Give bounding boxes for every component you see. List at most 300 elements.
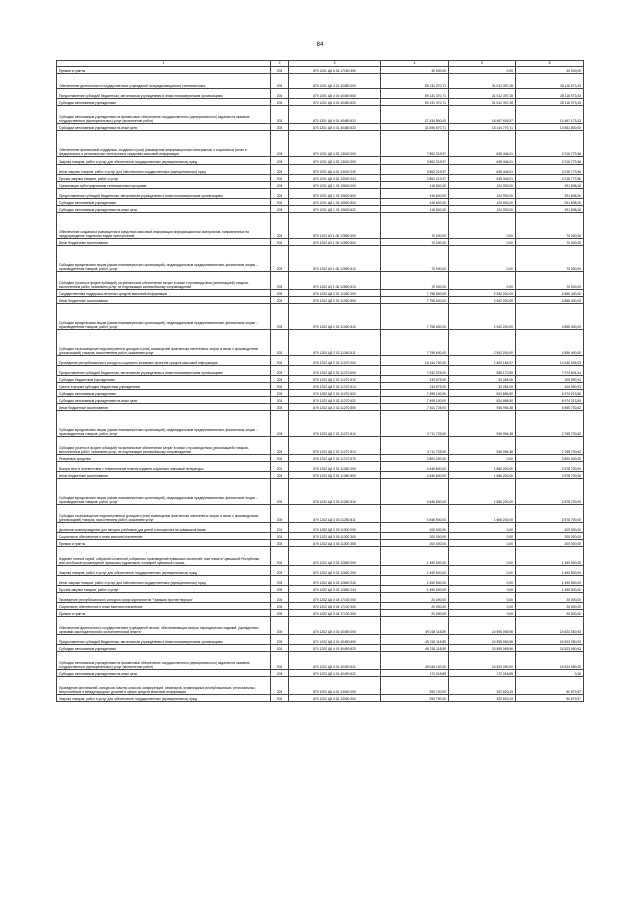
row-name: Организация субтитрирования телевизионных программ bbox=[57, 182, 271, 189]
admin-code: 203 bbox=[271, 652, 289, 670]
row-name: Прочая закупка товаров, работ и услуг bbox=[57, 586, 271, 593]
admin-code: 203 bbox=[271, 617, 289, 635]
approved-amount: 49 218 118,89 bbox=[381, 645, 449, 652]
approved-amount: 4 546 800,00 bbox=[381, 472, 449, 479]
table-row bbox=[57, 437, 584, 455]
unexecuted-amount: 100 590,91 bbox=[516, 383, 584, 390]
admin-code: 203 bbox=[271, 297, 289, 304]
table-row bbox=[57, 74, 584, 89]
executed-amount: 124 992,00 bbox=[449, 199, 516, 206]
unexecuted-amount: 20 000,00 bbox=[516, 610, 584, 617]
approved-amount: 70 000,00 bbox=[381, 213, 449, 239]
executed-amount: 24 595 069,96 bbox=[449, 645, 516, 652]
page-number: 84 bbox=[316, 42, 324, 48]
executed-amount: 172 018,89 bbox=[449, 670, 516, 677]
table-row bbox=[57, 404, 584, 411]
budget-classification-code: 870 1202 Ц8 2 02 11270 610 bbox=[289, 376, 381, 383]
admin-code: 203 bbox=[271, 610, 289, 617]
row-name: Субсидии автономным учреждениям на иные цели bbox=[57, 670, 271, 677]
row-name: Субсидии автономным учреждениям на финансовое обеспечение государственного (муниципального) задания на оказание государственных (муниципальных) услуг (выполнение работ) bbox=[57, 652, 271, 670]
executed-amount: 31 012 397,28 bbox=[449, 74, 516, 89]
row-name: Субсидии юридическим лицам (кроме некоммерческих организаций), индивидуальным предпринимателям, физическим лицам – производителям товаров, работ, услуг bbox=[57, 304, 271, 330]
unexecuted-amount: 24 523 050,00 bbox=[516, 652, 584, 670]
budget-classification-code: 870 1202 Ц8 2 02 11260 810 bbox=[289, 304, 381, 330]
unexecuted-amount: 2 878 700,00 bbox=[516, 479, 584, 505]
unexecuted-amount: 6 565 730,62 bbox=[516, 404, 584, 411]
approved-amount: 172 018,89 bbox=[381, 670, 449, 677]
budget-classification-code: 870 1202 А3 1 06 12590 800 bbox=[289, 239, 381, 246]
admin-code: 203 bbox=[271, 124, 289, 131]
budget-classification-code: 870 1202 Ц8 4 02 13050 000 bbox=[289, 677, 381, 695]
executed-amount: 2 942 200,00 bbox=[449, 297, 516, 304]
approved-amount: 200 000,00 bbox=[381, 523, 449, 533]
budget-classification-code: 870 1201 Ц8 4 02 13040 200 bbox=[289, 157, 381, 165]
approved-amount: 7 499 100,00 bbox=[381, 397, 449, 404]
admin-code: 203 bbox=[271, 199, 289, 206]
table-row bbox=[57, 479, 584, 505]
approved-amount: 7 798 500,00 bbox=[381, 290, 449, 297]
unexecuted-amount: 3 216 773,96 bbox=[516, 175, 584, 182]
column-number-1: 1 bbox=[57, 61, 271, 67]
approved-amount: 59 131 370,71 bbox=[381, 89, 449, 99]
unexecuted-amount: 291 608,00 bbox=[516, 182, 584, 189]
approved-amount: 27 434 800,00 bbox=[381, 106, 449, 124]
row-name: Иные бюджетные ассигнования bbox=[57, 472, 271, 479]
unexecuted-amount: 28 118 973,43 bbox=[516, 89, 584, 99]
row-name: Денежное вознаграждение для авторов учебников для детей и юношества на чувашском языке bbox=[57, 523, 271, 533]
budget-classification-code: 870 1201 Ц8 4 02 13040 244 bbox=[289, 175, 381, 182]
budget-classification-code: 870 1202 Ц8 3 03 11300 300 bbox=[289, 533, 381, 540]
admin-code: 203 bbox=[271, 533, 289, 540]
unexecuted-amount: 3 216 773,96 bbox=[516, 157, 584, 165]
executed-amount: 0,00 bbox=[449, 533, 516, 540]
row-name: Субсидии бюджетным учреждениям bbox=[57, 376, 271, 383]
admin-code: 203 bbox=[271, 290, 289, 297]
budget-classification-code: 870 1202 Ц8 3 04 17130 350 bbox=[289, 610, 381, 617]
approved-amount: 70 000,00 bbox=[381, 272, 449, 290]
table-row bbox=[57, 523, 584, 533]
table-row bbox=[57, 540, 584, 547]
budget-classification-code: 870 1202 А3 1 06 12590 000 bbox=[289, 213, 381, 239]
table-row bbox=[57, 67, 584, 74]
approved-amount: 1 490 500,00 bbox=[381, 586, 449, 593]
row-name: Субсидии автономным учреждениям на финансовое обеспечение государственного (муниципального) задания на оказание государственных (муниципальных) услуг (выполнение работ) bbox=[57, 106, 271, 124]
table-row bbox=[57, 586, 584, 593]
approved-amount: 7 632 975,00 bbox=[381, 366, 449, 376]
unexecuted-amount: 50 879,57 bbox=[516, 677, 584, 695]
row-name: Закупка товаров, работ и услуг для обеспечения государственных (муниципальных) нужд bbox=[57, 157, 271, 165]
admin-code: 203 bbox=[271, 397, 289, 404]
budget-classification-code: 870 1202 Ц8 3 03 11280 811 bbox=[289, 505, 381, 523]
row-name: Проведение республиканского конкурса среди журналистов "Чувашия против террора" bbox=[57, 593, 271, 603]
approved-amount: 49 218 118,89 bbox=[381, 617, 449, 635]
approved-amount: 70 000,00 bbox=[381, 246, 449, 272]
unexecuted-amount: 4 856 400,00 bbox=[516, 304, 584, 330]
row-name: Обеспечение финансовой поддержки, создания и (или) размещения информационных материалов о социальных ролях в федеральных и региональных электронных средствах массовой информации bbox=[57, 131, 271, 157]
budget-classification-code: 870 1202 Ц8 2 02 11270 613 bbox=[289, 383, 381, 390]
table-row bbox=[57, 182, 584, 189]
row-name: Иные закупки товаров, работ и услуг для обеспечения государственных (муниципальных) нужд bbox=[57, 165, 271, 175]
row-name: Обеспечение деятельности государственных учреждений печати, обеспечивающих выпуск периодических изданий, учрежденных органами законодательной и исполнительной власти bbox=[57, 617, 271, 635]
budget-classification-code: 870 1202 Ц8 3 01 11280 800 bbox=[289, 472, 381, 479]
admin-code: 203 bbox=[271, 695, 289, 702]
unexecuted-amount: 1 490 500,00 bbox=[516, 586, 584, 593]
budget-classification-code: 870 1202 Ц8 3 03 12660 200 bbox=[289, 566, 381, 576]
admin-code: 203 bbox=[271, 74, 289, 89]
budget-classification-code: 870 1202 Ц8 2 02 11270 620 bbox=[289, 390, 381, 397]
row-name: Субсидии (гранты в форме субсидий) на финансовое обеспечение затрат в связи с производством (реализацией) товаров, выполнением работ, оказанием услуг, не подлежащие казначейскому сопровождению bbox=[57, 437, 271, 455]
row-name: Закупка товаров, работ и услуг для обеспечения государственных (муниципальных) нужд bbox=[57, 695, 271, 702]
budget-classification-code: 870 1202 Ц8 3 01 11280 000 bbox=[289, 462, 381, 472]
table-body bbox=[57, 67, 584, 702]
approved-amount: 59 131 370,71 bbox=[381, 99, 449, 106]
unexecuted-amount: 30 000,00 bbox=[516, 67, 584, 74]
unexecuted-amount: 2 878 700,00 bbox=[516, 472, 584, 479]
column-number-2: 2 bbox=[271, 61, 289, 67]
admin-code: 203 bbox=[271, 157, 289, 165]
row-name: Субсидии юридическим лицам (кроме некоммерческих организаций), индивидуальным предпринимателям, физическим лицам – производителям товаров, работ, услуг bbox=[57, 246, 271, 272]
unexecuted-amount: 291 608,00 bbox=[516, 189, 584, 199]
budget-classification-code: 870 1201 Ц8 3 04 17150 350 bbox=[289, 67, 381, 74]
unexecuted-amount: 14 467 173,43 bbox=[516, 106, 584, 124]
approved-amount: 416 600,00 bbox=[381, 189, 449, 199]
budget-classification-code: 870 1201 Ц8 4 02 13040 000 bbox=[289, 131, 381, 157]
admin-code: 203 bbox=[271, 189, 289, 199]
table-row bbox=[57, 356, 584, 366]
row-name: Предоставление субсидий бюджетным, автономным учреждениям и иным некоммерческим организациям bbox=[57, 366, 271, 376]
column-number-6: 6 bbox=[516, 61, 584, 67]
approved-amount: 70 000,00 bbox=[381, 239, 449, 246]
unexecuted-amount: 200 000,00 bbox=[516, 533, 584, 540]
budget-classification-code: 870 1201 Ц8 4 01 40480 600 bbox=[289, 89, 381, 99]
executed-amount: 0,00 bbox=[449, 455, 516, 462]
row-name: Субсидии автономным учреждениям на иные цели bbox=[57, 124, 271, 131]
table-row bbox=[57, 566, 584, 576]
admin-code: 203 bbox=[271, 376, 289, 383]
executed-amount: 0,00 bbox=[449, 547, 516, 566]
executed-amount: 0,00 bbox=[449, 246, 516, 272]
executed-amount: 1 666 200,00 bbox=[449, 462, 516, 472]
executed-amount: 31 012 397,28 bbox=[449, 99, 516, 106]
table-row bbox=[57, 397, 584, 404]
executed-amount: 645 446,01 bbox=[449, 175, 516, 182]
unexecuted-amount: 291 608,00 bbox=[516, 199, 584, 206]
row-name: Премии и гранты bbox=[57, 610, 271, 617]
budget-execution-table bbox=[56, 60, 584, 702]
unexecuted-amount: 13 640 535,03 bbox=[516, 356, 584, 366]
admin-code: 201 bbox=[271, 523, 289, 533]
row-name: Резервные средства bbox=[57, 455, 271, 462]
unexecuted-amount: 24 523 050,93 bbox=[516, 635, 584, 645]
approved-amount: 20 000,00 bbox=[381, 610, 449, 617]
table-row bbox=[57, 383, 584, 390]
row-name: Субсидии автономным учреждениям bbox=[57, 199, 271, 206]
admin-code: 203 bbox=[271, 213, 289, 239]
unexecuted-amount: 3 800 000,00 bbox=[516, 455, 584, 462]
approved-amount: 3 862 219,97 bbox=[381, 175, 449, 182]
unexecuted-amount: 70 000,00 bbox=[516, 272, 584, 290]
executed-amount: 645 446,01 bbox=[449, 165, 516, 175]
approved-amount: 7 499 100,00 bbox=[381, 390, 449, 397]
executed-amount: 16 467 626,57 bbox=[449, 106, 516, 124]
executed-amount: 0,00 bbox=[449, 586, 516, 593]
admin-code: 203 bbox=[271, 131, 289, 157]
column-number-3: 3 bbox=[289, 61, 381, 67]
table-row bbox=[57, 645, 584, 652]
row-name: Предоставление субсидий бюджетным, автономным учреждениям и иным некоммерческим организациям bbox=[57, 635, 271, 645]
column-number-4: 4 bbox=[381, 61, 449, 67]
budget-classification-code: 870 1202 А3 1 06 12590 810 bbox=[289, 246, 381, 272]
table-row bbox=[57, 272, 584, 290]
unexecuted-amount: 4 856 400,00 bbox=[516, 290, 584, 297]
budget-classification-code: 870 1202 Ц8 4 01 40490 000 bbox=[289, 617, 381, 635]
table-row bbox=[57, 189, 584, 199]
admin-code: 203 bbox=[271, 390, 289, 397]
approved-amount: 7 798 600,00 bbox=[381, 330, 449, 356]
unexecuted-amount: 0,00 bbox=[516, 670, 584, 677]
table-row bbox=[57, 157, 584, 165]
unexecuted-amount: 28 118 973,43 bbox=[516, 99, 584, 106]
approved-amount: 200 000,00 bbox=[381, 540, 449, 547]
admin-code: 203 bbox=[271, 472, 289, 479]
table-row bbox=[57, 99, 584, 106]
table-row bbox=[57, 246, 584, 272]
approved-amount: 49 218 118,89 bbox=[381, 635, 449, 645]
executed-amount: 33 284,09 bbox=[449, 383, 516, 390]
admin-code: 203 bbox=[271, 677, 289, 695]
budget-classification-code: 870 1202 Ц8 3 04 17130 300 bbox=[289, 603, 381, 610]
approved-amount: 1 490 500,00 bbox=[381, 576, 449, 586]
table-row bbox=[57, 376, 584, 383]
executed-amount: 1 504 164,97 bbox=[449, 356, 516, 366]
table-row bbox=[57, 547, 584, 566]
admin-code: 203 bbox=[271, 67, 289, 74]
row-name: Премии и гранты bbox=[57, 540, 271, 547]
table-row bbox=[57, 635, 584, 645]
approved-amount: 31 696 570,71 bbox=[381, 124, 449, 131]
table-row bbox=[57, 593, 584, 603]
budget-classification-code: 870 1202 Ц8 2 02 11270 800 bbox=[289, 404, 381, 411]
table-row bbox=[57, 124, 584, 131]
executed-amount: 524 886,50 bbox=[449, 390, 516, 397]
admin-code: 203 bbox=[271, 635, 289, 645]
admin-code: 203 bbox=[271, 505, 289, 523]
admin-code: 203 bbox=[271, 175, 289, 182]
approved-amount: 4 546 800,00 bbox=[381, 462, 449, 472]
row-name: Субсидии юридическим лицам (кроме некоммерческих организаций), индивидуальным предпринимателям, физическим лицам – производителям товаров, работ, услуг bbox=[57, 411, 271, 437]
approved-amount: 3 862 219,97 bbox=[381, 165, 449, 175]
budget-classification-code: 870 1202 Ц8 3 03 11300 000 bbox=[289, 523, 381, 533]
executed-amount: 24 595 069,96 bbox=[449, 635, 516, 645]
executed-amount: 1 666 200,00 bbox=[449, 505, 516, 523]
table-row bbox=[57, 455, 584, 462]
executed-amount: 202 820,43 bbox=[449, 695, 516, 702]
unexecuted-amount: 7 074 804,41 bbox=[516, 366, 584, 376]
budget-classification-code: 870 1202 Ц8 3 03 12660 240 bbox=[289, 576, 381, 586]
budget-classification-code: 870 1202 Ц8 3 03 11300 350 bbox=[289, 540, 381, 547]
executed-amount: 945 994,38 bbox=[449, 437, 516, 455]
column-number-5: 5 bbox=[449, 61, 516, 67]
table-row bbox=[57, 603, 584, 610]
table-row bbox=[57, 175, 584, 182]
approved-amount: 133 875,00 bbox=[381, 383, 449, 390]
admin-code: 203 bbox=[271, 586, 289, 593]
unexecuted-amount: 2 878 700,00 bbox=[516, 462, 584, 472]
approved-amount: 1 490 500,00 bbox=[381, 547, 449, 566]
budget-classification-code: 870 1202 Ц8 2 02 11270 810 bbox=[289, 411, 381, 437]
approved-amount: 7 511 725,00 bbox=[381, 404, 449, 411]
admin-code: 203 bbox=[271, 411, 289, 437]
unexecuted-amount: 28 118 973,43 bbox=[516, 74, 584, 89]
approved-amount: 200 000,00 bbox=[381, 533, 449, 540]
budget-classification-code: 870 1202 Ц8 4 01 40490 600 bbox=[289, 635, 381, 645]
admin-code: 203 bbox=[271, 239, 289, 246]
row-name: Иные бюджетные ассигнования bbox=[57, 297, 271, 304]
row-name: Проведение фестивалей, конкурсов, мастер-классов, конференций, семинаров, олимпиадных республиканских, региональных, всероссийских и международных уровней в сфере средств массовой информации bbox=[57, 677, 271, 695]
executed-amount: 0,00 bbox=[449, 610, 516, 617]
row-name: Субсидии (гранты в форме субсидий) на финансовое обеспечение затрат в связи с производством (реализацией) товаров, выполнением работ, оказанием услуг, не подлежащие казначейскому сопровождению bbox=[57, 272, 271, 290]
table-row bbox=[57, 695, 584, 702]
table-row bbox=[57, 533, 584, 540]
budget-classification-code: 870 1202 Ц8 2 02 11270 000 bbox=[289, 356, 381, 366]
executed-amount: 0,00 bbox=[449, 593, 516, 603]
row-name: Гранты в форме субсидии бюджетным учреждениям bbox=[57, 383, 271, 390]
table-row bbox=[57, 213, 584, 239]
budget-classification-code: 870 1201 Ц8 1 03 19600 622 bbox=[289, 206, 381, 213]
budget-classification-code: 870 1201 Ц8 4 01 40480 622 bbox=[289, 124, 381, 131]
table-row bbox=[57, 366, 584, 376]
executed-amount: 1 666 200,00 bbox=[449, 479, 516, 505]
executed-amount: 0,00 bbox=[449, 272, 516, 290]
executed-amount: 24 523 050,00 bbox=[449, 652, 516, 670]
approved-amount: 253 700,00 bbox=[381, 677, 449, 695]
unexecuted-amount: 70 000,00 bbox=[516, 246, 584, 272]
row-name: Социальное обеспечение и иные выплаты населению bbox=[57, 603, 271, 610]
executed-amount: 558 170,59 bbox=[449, 366, 516, 376]
approved-amount: 1 490 500,00 bbox=[381, 566, 449, 576]
admin-code: 203 bbox=[271, 437, 289, 455]
row-name: Обеспечение создания и размещения в средствах массовой информации информационных материалов, направленных на предупреждение отдельных видов преступлений bbox=[57, 213, 271, 239]
budget-classification-code: 870 1201 Ц8 4 01 40480 620 bbox=[289, 99, 381, 106]
admin-code: 203 bbox=[271, 246, 289, 272]
row-name: Субсидии автономным учреждениям bbox=[57, 390, 271, 397]
approved-amount: 7 862 219,97 bbox=[381, 131, 449, 157]
table-row bbox=[57, 411, 584, 437]
table-row bbox=[57, 677, 584, 695]
table-row bbox=[57, 652, 584, 670]
unexecuted-amount: 4 856 400,00 bbox=[516, 330, 584, 356]
row-name: Премии и гранты bbox=[57, 67, 271, 74]
executed-amount: 15 144 770,71 bbox=[449, 124, 516, 131]
table-row bbox=[57, 462, 584, 472]
unexecuted-amount: 20 000,00 bbox=[516, 603, 584, 610]
unexecuted-amount: 200 000,00 bbox=[516, 523, 584, 533]
unexecuted-amount: 13 651 800,00 bbox=[516, 124, 584, 131]
budget-classification-code: 870 1202 Ц8 2 02 11270 600 bbox=[289, 366, 381, 376]
table-row bbox=[57, 330, 584, 356]
approved-amount: 15 144 700,00 bbox=[381, 356, 449, 366]
unexecuted-amount: 6 974 213,50 bbox=[516, 397, 584, 404]
unexecuted-amount: 100 590,91 bbox=[516, 376, 584, 383]
admin-code: 203 bbox=[271, 106, 289, 124]
table-row bbox=[57, 472, 584, 479]
budget-classification-code: 870 1202 Ц8 2 02 11260 000 bbox=[289, 290, 381, 297]
budget-classification-code: 870 1202 Ц8 3 04 17130 000 bbox=[289, 593, 381, 603]
admin-code: 203 bbox=[271, 272, 289, 290]
table-row bbox=[57, 106, 584, 124]
executed-amount: 1 666 200,00 bbox=[449, 472, 516, 479]
table-row bbox=[57, 505, 584, 523]
budget-classification-code: 870 1201 Ц8 4 02 13040 240 bbox=[289, 165, 381, 175]
approved-amount: 4 546 900,00 bbox=[381, 505, 449, 523]
table-row bbox=[57, 290, 584, 297]
table-row bbox=[57, 206, 584, 213]
admin-code: 203 bbox=[271, 455, 289, 462]
budget-classification-code: 870 1201 Ц8 1 03 19600 620 bbox=[289, 199, 381, 206]
row-name: Субсидии на возмещение недополученных доходов и (или) возмещение фактически понесенных затрат в связи с производством (реализацией) товаров, выполнением работ, оказанием услуг bbox=[57, 505, 271, 523]
row-name: Субсидии автономным учреждениям bbox=[57, 99, 271, 106]
executed-amount: 0,00 bbox=[449, 540, 516, 547]
approved-amount: 133 875,00 bbox=[381, 376, 449, 383]
unexecuted-amount: 200 000,00 bbox=[516, 540, 584, 547]
executed-amount: 124 992,00 bbox=[449, 189, 516, 199]
table-row bbox=[57, 304, 584, 330]
unexecuted-amount: 6 974 213,50 bbox=[516, 390, 584, 397]
budget-classification-code: 870 1202 Ц8 3 03 12660 244 bbox=[289, 586, 381, 593]
executed-amount: 0,00 bbox=[449, 566, 516, 576]
row-name: Издание полных серий, собраний сочинений, избранных произведений чувашских писателей, книг-памяти Чувашской Республики, книг-альбомов произведений чувашских художников, словарей чувашского языка bbox=[57, 547, 271, 566]
row-name: Субсидии юридическим лицам (кроме некоммерческих организаций), индивидуальным предпринимателям, физическим лицам – производителям товаров, работ, услуг bbox=[57, 479, 271, 505]
admin-code: 203 bbox=[271, 576, 289, 586]
table-row bbox=[57, 390, 584, 397]
executed-amount: 524 886,50 bbox=[449, 397, 516, 404]
executed-amount: 24 595 069,96 bbox=[449, 617, 516, 635]
admin-code: 203 bbox=[271, 99, 289, 106]
table-row bbox=[57, 131, 584, 157]
approved-amount: 253 700,00 bbox=[381, 695, 449, 702]
unexecuted-amount: 2 878 700,00 bbox=[516, 505, 584, 523]
row-name: Предоставление субсидий бюджетным, автономным учреждениям и иным некоммерческим организациям bbox=[57, 189, 271, 199]
executed-amount: 0,00 bbox=[449, 239, 516, 246]
budget-classification-code: 870 1202 Ц8 4 02 13050 200 bbox=[289, 695, 381, 702]
budget-classification-code: 870 1202 Ц8 3 03 11280 810 bbox=[289, 479, 381, 505]
table-row bbox=[57, 617, 584, 635]
table-row bbox=[57, 670, 584, 677]
approved-amount: 20 000,00 bbox=[381, 593, 449, 603]
budget-classification-code: 870 1202 Ц8 4 01 40490 622 bbox=[289, 670, 381, 677]
executed-amount: 0,00 bbox=[449, 213, 516, 239]
executed-amount: 0,00 bbox=[449, 603, 516, 610]
row-name: Социальное обеспечение и иные выплаты населению bbox=[57, 533, 271, 540]
approved-amount: 59 131 370,71 bbox=[381, 74, 449, 89]
admin-code: 203 bbox=[271, 330, 289, 356]
unexecuted-amount: 3 216 773,96 bbox=[516, 131, 584, 157]
unexecuted-amount: 70 000,00 bbox=[516, 239, 584, 246]
row-name: Государственная поддержка печатных средств массовой информации bbox=[57, 290, 271, 297]
admin-code: 203 bbox=[271, 182, 289, 189]
admin-code: 203 bbox=[271, 593, 289, 603]
unexecuted-amount: 291 608,00 bbox=[516, 206, 584, 213]
unexecuted-amount: 50 879,57 bbox=[516, 695, 584, 702]
approved-amount: 49 046 100,00 bbox=[381, 652, 449, 670]
admin-code: 203 bbox=[271, 603, 289, 610]
admin-code: 203 bbox=[271, 366, 289, 376]
budget-classification-code: 870 1202 Ц8 2 02 11260 800 bbox=[289, 297, 381, 304]
unexecuted-amount: 3 216 773,96 bbox=[516, 165, 584, 175]
executed-amount: 945 994,38 bbox=[449, 411, 516, 437]
unexecuted-amount: 20 000,00 bbox=[516, 593, 584, 603]
executed-amount: 202 820,43 bbox=[449, 677, 516, 695]
